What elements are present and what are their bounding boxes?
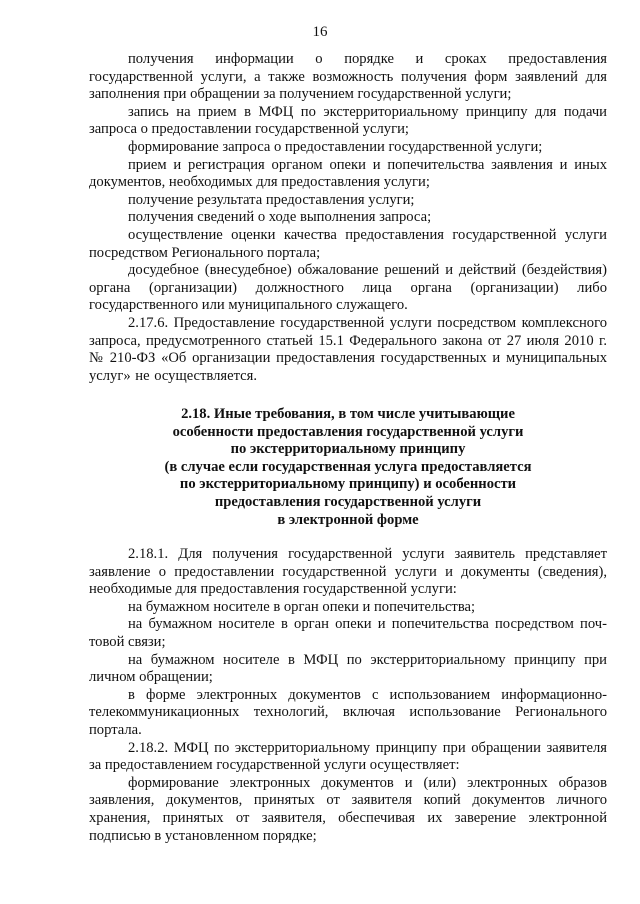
section-heading-2-18: [89, 406, 607, 529]
heading-line: по экстерриториальному принципу) и особенности: [179, 476, 517, 493]
paragraph-2-18-2: 2.18.2. МФЦ по экстерриториальному принципу при обращении заявителя за предоставлением государственной услуги осуществляет:: [89, 739, 607, 774]
paragraph: получения информации о порядке и сроках предоставления государственной услуги, а также возможность получения форм заявлений для заполнения при обращении за получением государственной услуги;: [89, 51, 607, 103]
heading-line: в электронной форме: [277, 511, 419, 528]
page-number: 16: [312, 24, 328, 40]
paragraph: осуществление оценки качества предоставления государственной услуги посредством Регионального портала;: [89, 226, 607, 261]
heading-line: по экстерриториальному принципу: [230, 441, 466, 458]
paragraph: в форме электронных документов с использованием информационно-телекоммуникационных технологий, включая использование Регионального портала.: [89, 686, 607, 738]
paragraph-2-18-1: 2.18.1. Для получения государственной услуги заявитель представляет заявление о предоставлении государственной услуги и документы (сведения), необходимые для предоставления государственной услуги:: [89, 546, 607, 598]
paragraph: на бумажном носителе в МФЦ по экстерриториальному принципу при личном обращении;: [89, 651, 607, 686]
heading-line: 2.18. Иные требования, в том числе учитывающие: [181, 406, 515, 422]
body-text-top: [89, 51, 607, 385]
paragraph: прием и регистрация органом опеки и попечительства заявления и иных документов, необходимых для предоставления услуги;: [89, 156, 607, 191]
paragraph: запись на прием в МФЦ по экстерриториальному принципу для подачи запроса о предоставлении государственной услуги;: [89, 103, 607, 138]
paragraph: получения сведений о ходе выполнения запроса;: [128, 209, 432, 226]
body-text-bottom: [89, 546, 607, 845]
paragraph: на бумажном носителе в орган опеки и попечительства;: [128, 598, 476, 615]
heading-line: предоставления государственной услуги: [214, 493, 482, 510]
heading-line: (в случае если государственная услуга предоставляется: [164, 458, 532, 475]
paragraph: формирование электронных документов и (или) электронных образов заявления, документов, принятых от заявителя копий документов личного хранения, принятых от заявителя, обеспечивая их заверение электронной подписью в установленном порядке;: [89, 774, 607, 844]
paragraph: формирование запроса о предоставлении государственной услуги;: [128, 138, 543, 155]
paragraph: на бумажном носителе в орган опеки и попечительства посредством почтовой связи;: [89, 616, 607, 650]
paragraph: досудебное (внесудебное) обжалование решений и действий (бездействия) органа (организации) должностного лица органа (организации) либо государственного или муниципального служащего.: [89, 262, 607, 314]
paragraph: получение результата предоставления услуги;: [128, 191, 415, 208]
heading-line: особенности предоставления государственной услуги: [172, 423, 524, 440]
paragraph-2-17-6: 2.17.6. Предоставление государственной услуги посредством комплексного запроса, предусмотренного статьей 15.1 Федерального закона от 27 июля 2010 г. № 210-ФЗ «Об организации предоставления государственных и муниципальных услуг» не осуществляется.: [89, 314, 607, 384]
